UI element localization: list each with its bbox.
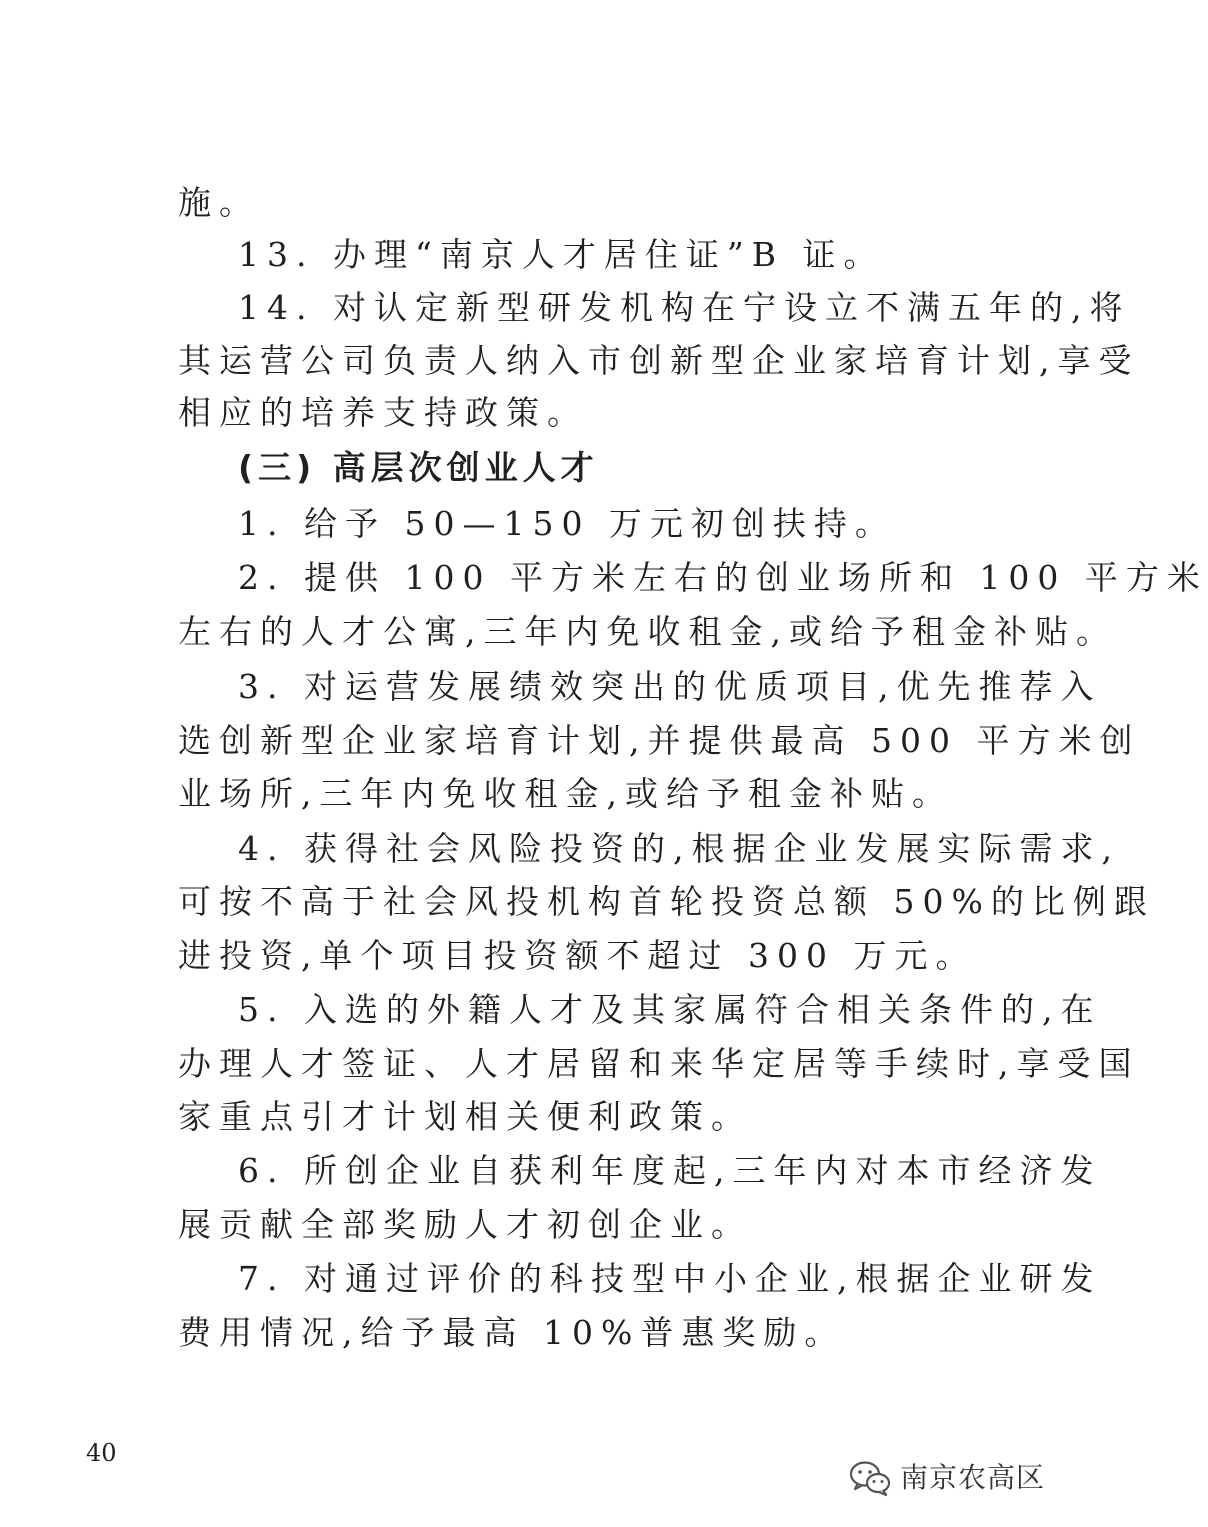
text-line: 1. 给予 50—150 万元初创扶持。 (238, 504, 896, 543)
text-line: 业场所,三年内免收租金,或给予租金补贴。 (178, 774, 953, 813)
text-line: 5. 入选的外籍人才及其家属符合相关条件的,在 (238, 990, 1102, 1029)
text-line: 4. 获得社会风险投资的,根据企业发展实际需求, (238, 829, 1120, 868)
text-line: 7. 对通过评价的科技型中小企业,根据企业研发 (238, 1259, 1102, 1298)
section-heading: (三) 高层次创业人才 (238, 448, 599, 487)
watermark-text: 南京农高区 (900, 1461, 1046, 1494)
wechat-icon (848, 1458, 892, 1498)
text-line: 办理人才签证、人才居留和来华定居等手续时,享受国 (178, 1044, 1140, 1083)
text-line: 施。 (178, 183, 260, 222)
text-line: 2. 提供 100 平方米左右的创业场所和 100 平方米 (238, 558, 1208, 597)
text-line: 13. 办理“南京人才居住证”B 证。 (238, 235, 885, 274)
text-line: 3. 对运营发展绩效突出的优质项目,优先推荐入 (238, 667, 1102, 706)
watermark (848, 1456, 1045, 1500)
text-line: 其运营公司负责人纳入市创新型企业家培育计划,享受 (178, 341, 1140, 380)
text-line: 展贡献全部奖励人才初创企业。 (178, 1205, 752, 1244)
text-line: 费用情况,给予最高 10%普惠奖励。 (178, 1313, 846, 1352)
text-line: 家重点引才计划相关便利政策。 (178, 1097, 752, 1136)
text-line: 左右的人才公寓,三年内免收租金,或给予租金补贴。 (178, 612, 1117, 651)
text-line: 可按不高于社会风投机构首轮投资总额 50%的比例跟 (178, 882, 1155, 921)
text-line: 相应的培养支持政策。 (178, 393, 588, 432)
text-line: 14. 对认定新型研发机构在宁设立不满五年的,将 (238, 288, 1131, 327)
text-line: 进投资,单个项目投资额不超过 300 万元。 (178, 936, 977, 975)
text-line: 选创新型企业家培育计划,并提供最高 500 平方米创 (178, 721, 1141, 760)
page-number: 40 (86, 1439, 117, 1467)
text-line: 6. 所创企业自获利年度起,三年内对本市经济发 (238, 1151, 1102, 1190)
